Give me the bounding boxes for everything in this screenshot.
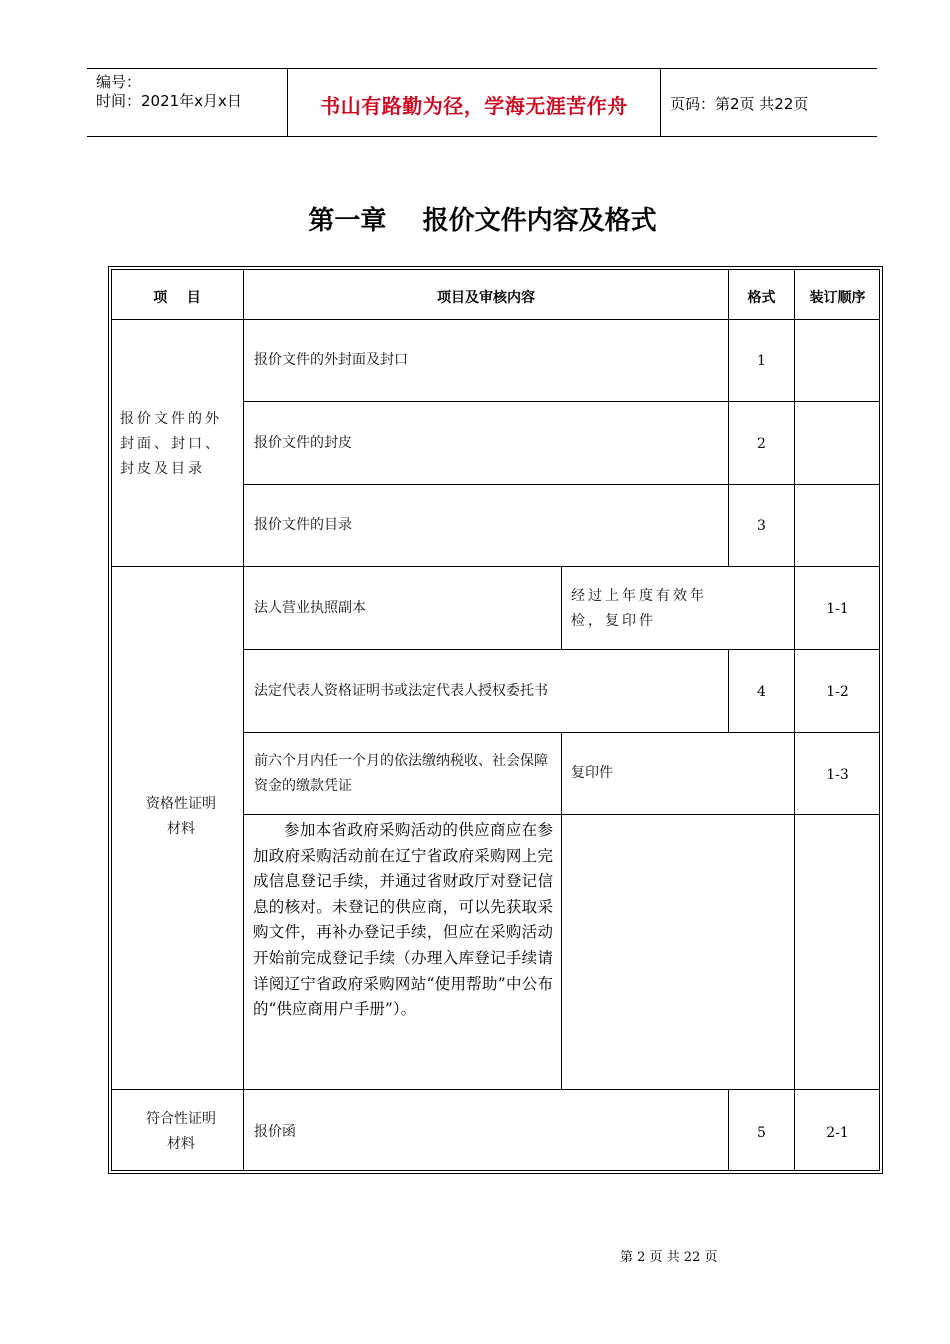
- group-label-qualification: 资格性证明材料: [146, 796, 216, 837]
- col-divider: [794, 269, 795, 1171]
- header-motto: 书山有路勤为径，学海无涯苦作舟: [320, 94, 628, 118]
- row5-content: 法定代表人资格证明书或法定代表人授权委托书: [254, 683, 548, 699]
- group-label-cover: 报价文件的外封面、封口、封皮及目录: [120, 411, 222, 477]
- col-header-content: 项目及审核内容: [437, 290, 535, 306]
- header-bottom-rule: [87, 136, 877, 137]
- col-header-item: 项 目: [153, 290, 201, 306]
- row7-registration-note: 参加本省政府采购活动的供应商应在参加政府采购活动前在辽宁省政府采购网上完成信息登记手续，并通过省财政厅对登记信息的核对。未登记的供应商，可以先获取采购文件，再补办登记手续，但应在采购活动开始前完成登记手续（办理入库登记手续请详阅辽宁省政府采购网站“使用帮助”中公布的“供应商用户手册”）。: [253, 821, 553, 1019]
- row6-content: 前六个月内任一个月的依法缴纳税收、社会保障资金的缴款凭证: [254, 753, 548, 794]
- row6-note: 复印件: [571, 765, 613, 781]
- row1-content: 报价文件的外封面及封口: [254, 352, 408, 368]
- row-divider: [244, 732, 880, 733]
- col-divider: [561, 566, 562, 649]
- row8-order: 2-1: [826, 1125, 849, 1141]
- page-footer: 第 2 页 共 22 页: [620, 1250, 718, 1265]
- row8-content: 报价函: [254, 1124, 296, 1140]
- col-header-format: 格式: [747, 290, 776, 306]
- row2-format: 2: [757, 436, 766, 452]
- row4-order: 1-1: [826, 601, 849, 617]
- col-divider: [243, 269, 244, 1171]
- row1-format: 1: [757, 353, 766, 369]
- group-label-conformity: 符合性证明材料: [146, 1111, 216, 1152]
- row4-content: 法人营业执照副本: [254, 600, 366, 616]
- header-top-rule: [87, 68, 877, 69]
- row8-format: 5: [757, 1125, 766, 1141]
- row-divider: [244, 814, 880, 815]
- row-divider: [111, 566, 880, 567]
- row3-format: 3: [757, 518, 766, 534]
- row5-format: 4: [757, 684, 766, 700]
- col-divider: [561, 732, 562, 1089]
- row-divider: [111, 1089, 880, 1090]
- row6-order: 1-3: [826, 767, 849, 783]
- row4-note: 经过上年度有效年检，复印件: [571, 588, 707, 629]
- col-header-binding-order: 装订顺序: [809, 290, 866, 306]
- header-divider-right: [660, 68, 661, 137]
- table: [111, 269, 880, 1171]
- row-divider: [244, 649, 880, 650]
- row-divider: [244, 401, 880, 402]
- header-page-label: 页码：第2页 共22页: [670, 95, 809, 113]
- row-divider: [244, 484, 880, 485]
- row2-content: 报价文件的封皮: [254, 435, 352, 451]
- header-number-label: 编号：: [96, 73, 142, 91]
- header-time-label: 时间：2021年x月x日: [96, 92, 242, 110]
- row-divider: [111, 319, 880, 320]
- row5-order: 1-2: [826, 684, 849, 700]
- row3-content: 报价文件的目录: [254, 517, 352, 533]
- page-title: 第一章 报价文件内容及格式: [308, 206, 657, 236]
